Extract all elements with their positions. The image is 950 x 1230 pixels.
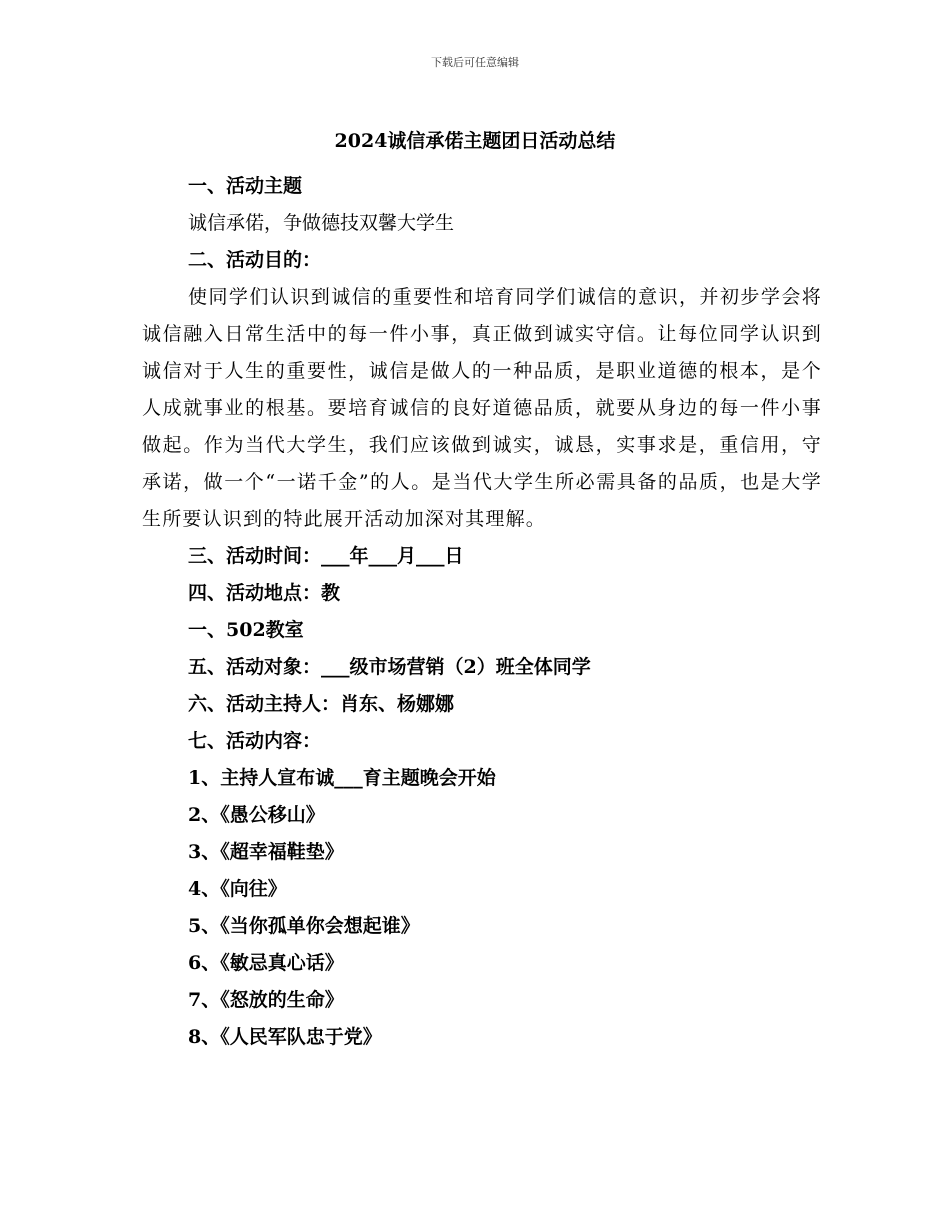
program-item: 2、《愚公移山》 bbox=[188, 804, 325, 826]
section-heading-content: 七、活动内容： bbox=[188, 730, 322, 752]
program-item: 1、主持人宣布诚___育主题晚会开始 bbox=[188, 767, 496, 789]
program-item: 3、《超幸福鞋垫》 bbox=[188, 841, 344, 863]
program-item: 8、《人民军队忠于党》 bbox=[188, 1026, 382, 1048]
section-heading-purpose: 二、活动目的： bbox=[188, 249, 322, 271]
section-heading-theme: 一、活动主题 bbox=[188, 175, 303, 197]
activity-location: 四、活动地点：教 bbox=[188, 582, 341, 604]
purpose-paragraph: 使同学们认识到诚信的重要性和培育同学们诚信的意识，并初步学会将诚信融入日常生活中的每一件小事，真正做到诚实守信。让每位同学认识到诚信对于人生的重要性，诚信是做人的一种品质，是职业道德的根本，是个人成就事业的根基。要培育诚信的良好道德品质，就要从身边的每一件小事做起。作为当代大学生，我们应该做到诚实，诚恳，实事求是，重信用，守承诺，做一个“一诺千金”的人。是当代大学生所必需具备的品质，也是大学生所要认识到的特此展开活动加深对其理解。 bbox=[142, 286, 822, 530]
program-item: 5、《当你孤单你会想起谁》 bbox=[188, 915, 420, 937]
document-title: 2024诚信承偌主题团日活动总结 bbox=[334, 130, 616, 152]
header-note: 下载后可任意编辑 bbox=[431, 56, 519, 69]
theme-text: 诚信承偌，争做德技双馨大学生 bbox=[188, 212, 455, 234]
document-body bbox=[142, 168, 822, 1056]
activity-time: 三、活动时间：___年___月___日 bbox=[188, 545, 464, 567]
activity-hosts: 六、活动主持人：肖东、杨娜娜 bbox=[188, 693, 455, 715]
program-item: 7、《怒放的生命》 bbox=[188, 989, 344, 1011]
program-item: 6、《敏忌真心话》 bbox=[188, 952, 344, 974]
activity-audience: 五、活动对象：___级市场营销（2）班全体同学 bbox=[188, 656, 591, 678]
program-item: 4、《向往》 bbox=[188, 878, 287, 900]
activity-location-cont: 一、502教室 bbox=[188, 619, 304, 641]
